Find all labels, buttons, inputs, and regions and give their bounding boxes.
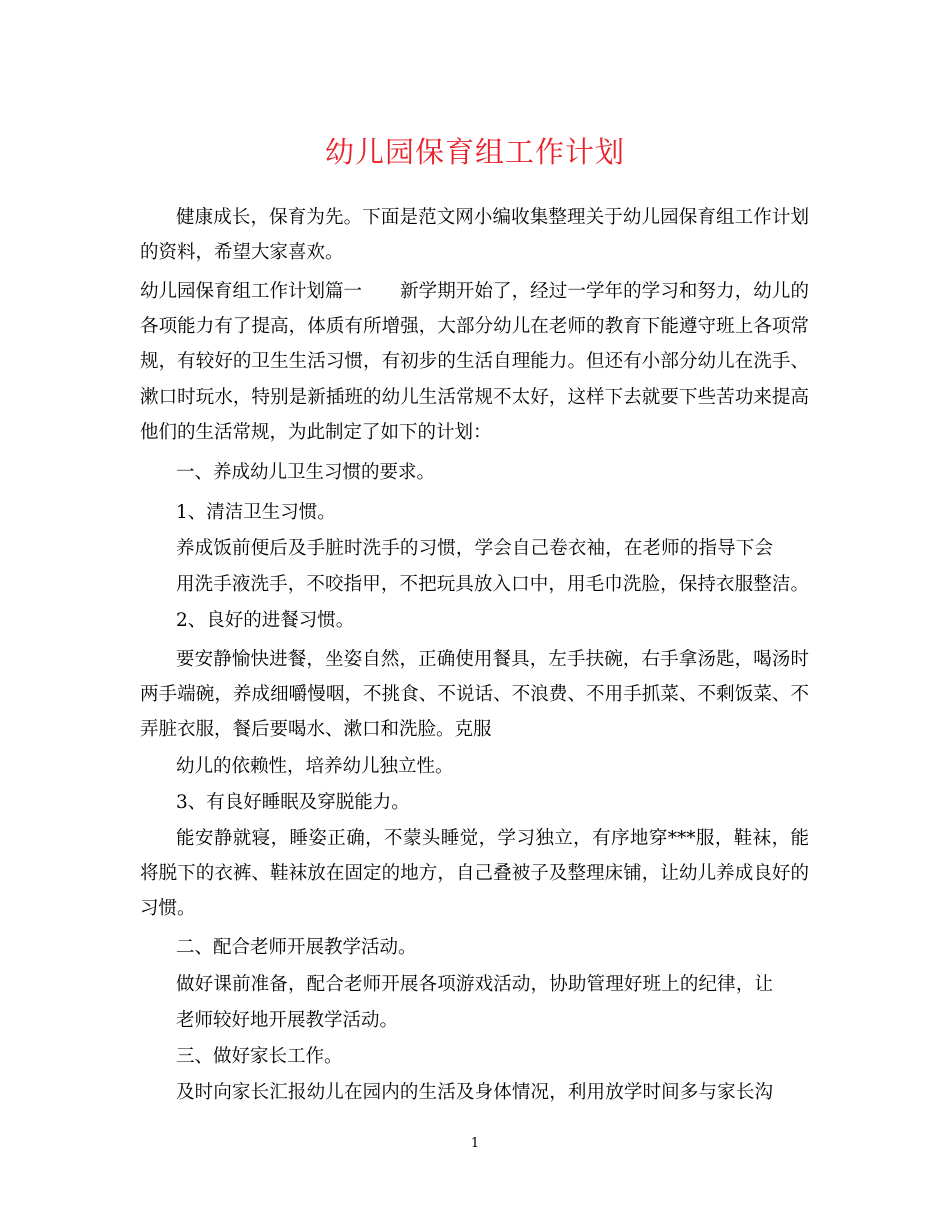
document-title: 幼儿园保育组工作计划 xyxy=(324,135,625,169)
text-line: 三、做好家长工作。 xyxy=(176,1046,343,1067)
text-line: 1、清洁卫生习惯。 xyxy=(176,502,336,523)
text-line: 将脱下的衣裤、鞋袜放在固定的地方，自己叠被子及整理床铺，让幼儿养成良好的 xyxy=(140,863,809,884)
text-line: 老师较好地开展教学活动。 xyxy=(176,1010,399,1031)
text-line: 能安静就寝，睡姿正确，不蒙头睡觉，学习独立，有序地穿***服，鞋袜，能 xyxy=(176,828,809,849)
text-line: 各项能力有了提高，体质有所增强，大部分幼儿在老师的教育下能遵守班上各项常 xyxy=(140,316,809,337)
text-line: 要安静愉快进餐，坐姿自然，正确使用餐具，左手扶碗，右手拿汤匙，喝汤时 xyxy=(176,649,809,670)
text-line: 及时向家长汇报幼儿在园内的生活及身体情况，利用放学时间多与家长沟 xyxy=(176,1082,773,1103)
text-line: 做好课前准备，配合老师开展各项游戏活动，协助管理好班上的纪律，让 xyxy=(176,974,773,995)
page-number: 1 xyxy=(470,1136,480,1151)
text-line: 一、养成幼儿卫生习惯的要求。 xyxy=(176,462,436,483)
text-line: 3、有良好睡眠及穿脱能力。 xyxy=(176,792,410,813)
text-line: 新学期开始了，经过一学年的学习和努力，幼儿的 xyxy=(400,281,809,302)
text-line: 的资料，希望大家喜欢。 xyxy=(140,242,344,263)
text-line: 养成饭前便后及手脏时洗手的习惯，学会自己卷衣袖，在老师的指导下会 xyxy=(176,538,773,559)
section-heading-line: 幼儿园保育组工作计划篇一 xyxy=(140,281,363,302)
text-line: 他们的生活常规，为此制定了如下的计划： xyxy=(140,422,492,443)
text-line: 用洗手液洗手，不咬指甲，不把玩具放入口中，用毛巾洗脸，保持衣服整洁。 xyxy=(176,574,809,595)
text-line: 2、良好的进餐习惯。 xyxy=(176,610,355,631)
text-line: 二、配合老师开展教学活动。 xyxy=(176,937,417,958)
text-line: 两手端碗，养成细嚼慢咽，不挑食、不说话、不浪费、不用手抓菜、不剩饭菜、不 xyxy=(140,684,809,705)
text-line: 漱口时玩水，特别是新插班的幼儿生活常规不太好，这样下去就要下些苦功来提高 xyxy=(140,387,809,408)
text-line: 习惯。 xyxy=(140,898,196,919)
text-line: 幼儿的依赖性，培养幼儿独立性。 xyxy=(176,756,454,777)
text-line: 健康成长，保育为先。下面是范文网小编收集整理关于幼儿园保育组工作计划 xyxy=(176,207,809,228)
text-line: 弄脏衣服，餐后要喝水、漱口和洗脸。克服 xyxy=(140,719,492,740)
text-line: 规，有较好的卫生生活习惯，有初步的生活自理能力。但还有小部分幼儿在洗手、 xyxy=(140,351,809,372)
